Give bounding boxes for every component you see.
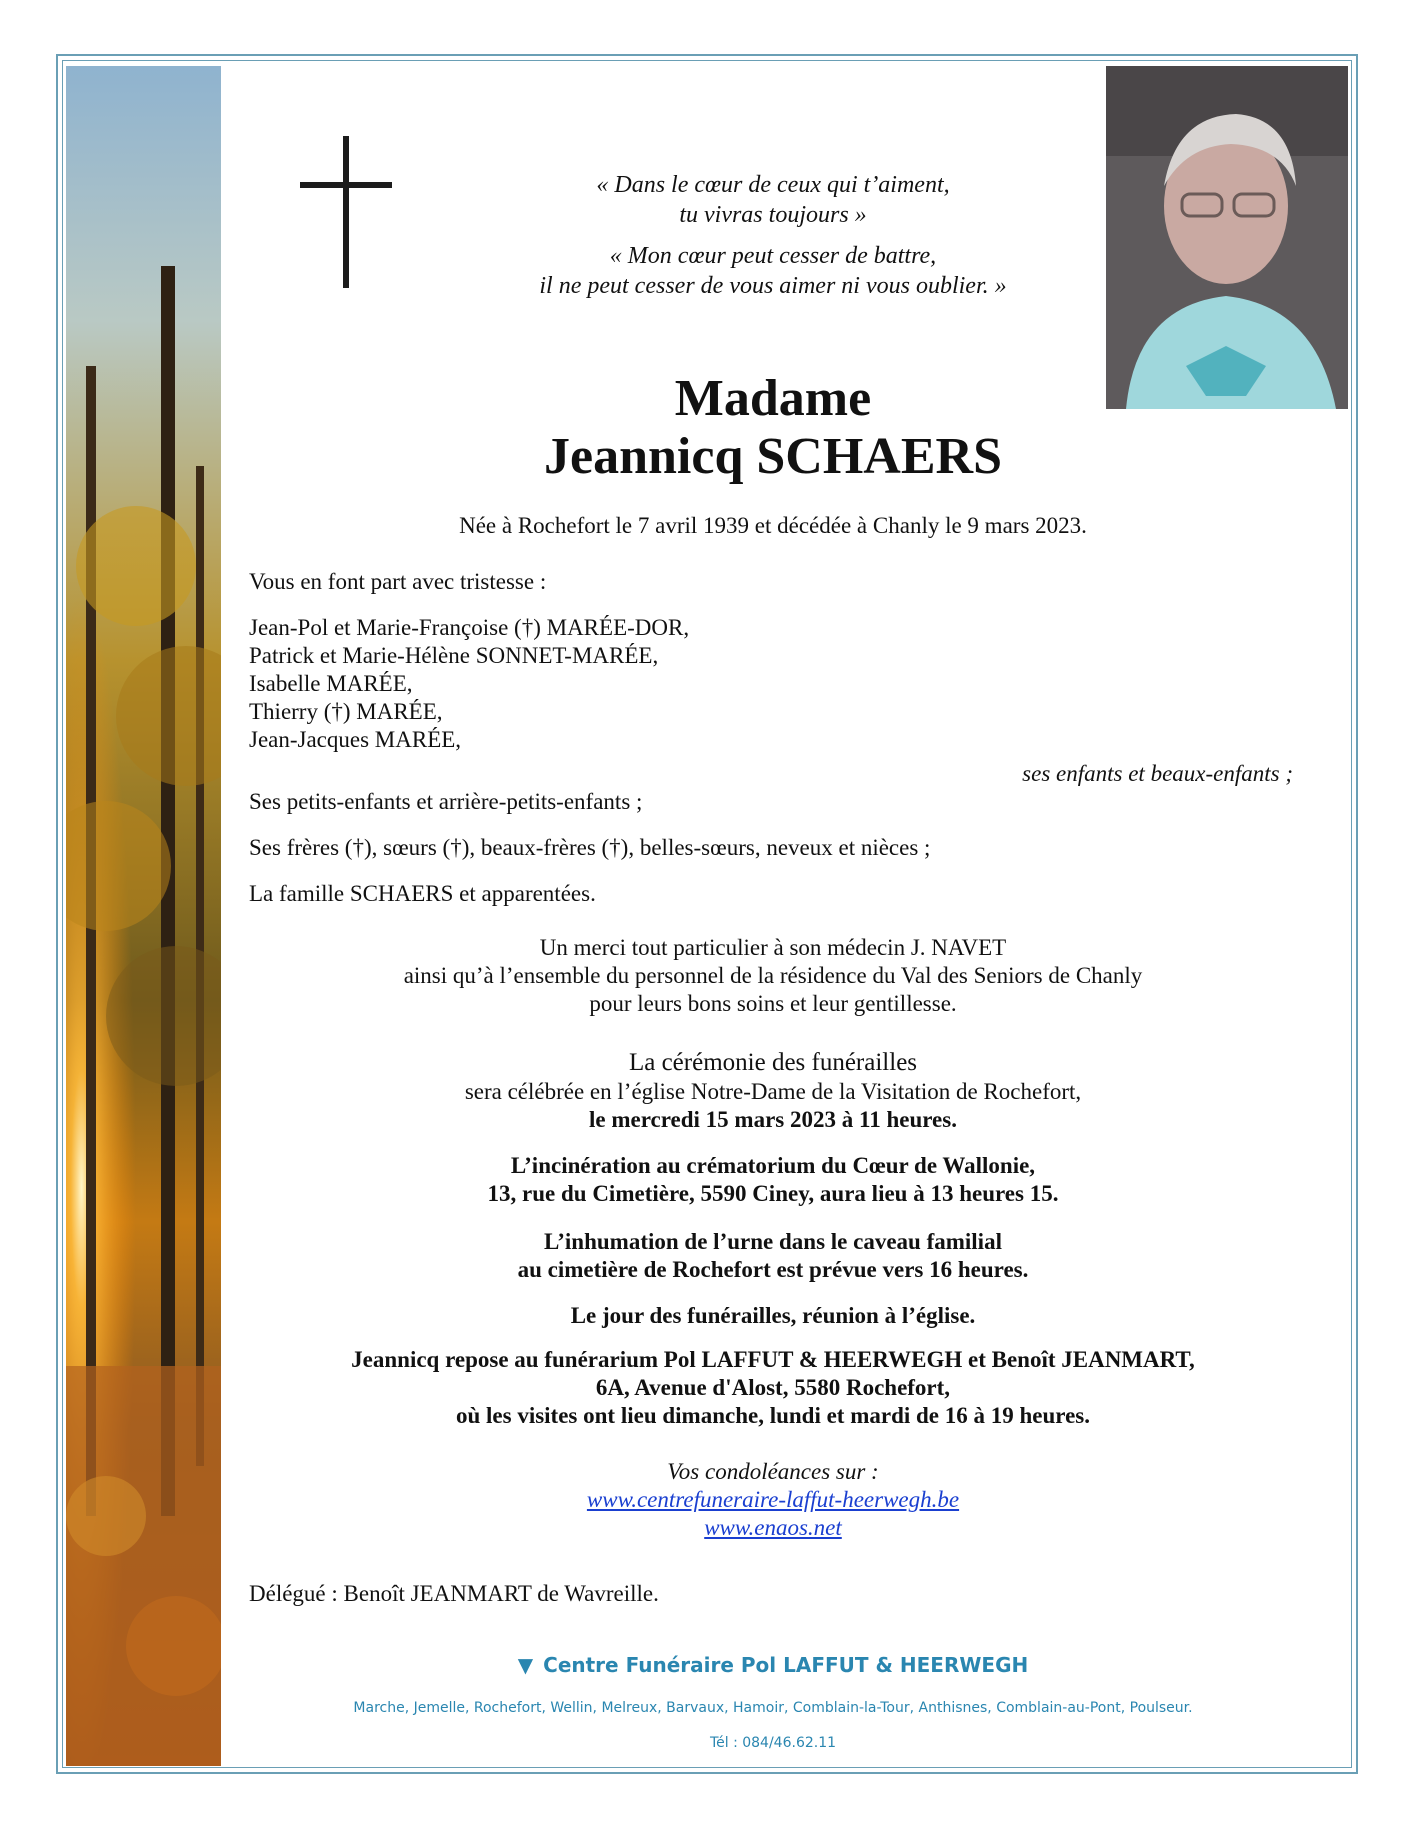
title-line: Jeannicq SCHAERS	[544, 428, 1002, 485]
visitation-line: 6A, Avenue d'Alost, 5580 Rochefort,	[595, 1375, 951, 1400]
cremation-line: L’incinération au crématorium du Cœur de Wallonie,	[510, 1153, 1036, 1178]
triangle-down-icon: ▼	[517, 1653, 534, 1677]
quote-line: « Mon cœur peut cesser de battre,	[609, 243, 937, 269]
quote-1	[240, 170, 1306, 230]
cremation-block	[240, 1152, 1306, 1208]
title-line: Madame	[674, 370, 872, 427]
family-line: Ses frères (†), sœurs (†), beaux-frères (†), belles-sœurs, neveux et nièces ;	[249, 835, 931, 860]
list-item: Patrick et Marie-Hélène SONNET-MARÉE,	[249, 643, 659, 668]
intro-text: Vous en font part avec tristesse :	[249, 569, 547, 594]
list-item: Jean-Jacques MARÉE,	[249, 727, 462, 752]
ceremony-block	[240, 1048, 1306, 1134]
list-item: Isabelle MARÉE,	[249, 671, 413, 696]
burial-block	[240, 1228, 1306, 1284]
list-item: Jean-Pol et Marie-Françoise (†) MARÉE-DOR,	[249, 615, 690, 640]
birth-death-line: Née à Rochefort le 7 avril 1939 et décédée à Chanly le 9 mars 2023.	[459, 513, 1087, 538]
footer-phone: Tél : 084/46.62.11	[709, 1735, 837, 1751]
condolences-link-1[interactable]: www.centrefuneraire-laffut-heerwegh.be	[586, 1487, 960, 1512]
ceremony-heading: La cérémonie des funérailles	[628, 1049, 918, 1076]
condolences-label: Vos condoléances sur :	[667, 1459, 879, 1484]
meeting-line: Le jour des funérailles, réunion à l’église.	[570, 1303, 976, 1328]
deceased-name	[240, 370, 1306, 486]
ceremony-place: sera célébrée en l’église Notre-Dame de la Visitation de Rochefort,	[464, 1079, 1082, 1104]
cremation-line: 13, rue du Cimetière, 5590 Ciney, aura lieu à 13 heures 15.	[487, 1181, 1059, 1206]
thanks-line: pour leurs bons soins et leur gentillesse.	[589, 991, 957, 1016]
condolences-link-2[interactable]: www.enaos.net	[704, 1515, 842, 1540]
quote-line: tu vivras toujours »	[679, 202, 867, 228]
footer-title	[240, 1652, 1306, 1678]
footer-name: Centre Funéraire Pol LAFFUT & HEERWEGH	[543, 1653, 1029, 1677]
list-item: Thierry (†) MARÉE,	[249, 699, 443, 724]
delegate-line: Délégué : Benoît JEANMART de Wavreille.	[249, 1581, 659, 1606]
autumn-forest-image	[66, 66, 221, 1766]
visitation-line: Jeannicq repose au funérarium Pol LAFFUT & HEERWEGH et Benoît JEANMART,	[351, 1347, 1195, 1372]
quote-line: il ne peut cesser de vous aimer ni vous oublier. »	[539, 273, 1007, 299]
condolences-block	[240, 1458, 1306, 1542]
quote-2	[240, 241, 1306, 301]
thanks-line: ainsi qu’à l’ensemble du personnel de la résidence du Val des Seniors de Chanly	[403, 963, 1143, 988]
footer-towns: Marche, Jemelle, Rochefort, Wellin, Melreux, Barvaux, Hamoir, Comblain-la-Tour, Anthisnes, Comblain-au-Pont, Poulseur.	[353, 1700, 1193, 1716]
visitation-line: où les visites ont lieu dimanche, lundi et mardi de 16 à 19 heures.	[455, 1403, 1091, 1428]
thanks-line: Un merci tout particulier à son médecin J. NAVET	[539, 935, 1007, 960]
visitation-block	[240, 1346, 1306, 1430]
children-list	[249, 614, 689, 754]
children-label: ses enfants et beaux-enfants ;	[1022, 761, 1293, 786]
burial-line: L’inhumation de l’urne dans le caveau familial	[544, 1229, 1002, 1254]
family-line: La famille SCHAERS et apparentées.	[249, 881, 596, 906]
quote-line: « Dans le cœur de ceux qui t’aiment,	[596, 172, 950, 198]
family-line: Ses petits-enfants et arrière-petits-enfants ;	[249, 789, 643, 814]
burial-line: au cimetière de Rochefort est prévue vers 16 heures.	[517, 1257, 1029, 1282]
portrait-photo	[1106, 66, 1348, 409]
ceremony-date: le mercredi 15 mars 2023 à 11 heures.	[589, 1107, 957, 1132]
thanks-block	[240, 934, 1306, 1018]
